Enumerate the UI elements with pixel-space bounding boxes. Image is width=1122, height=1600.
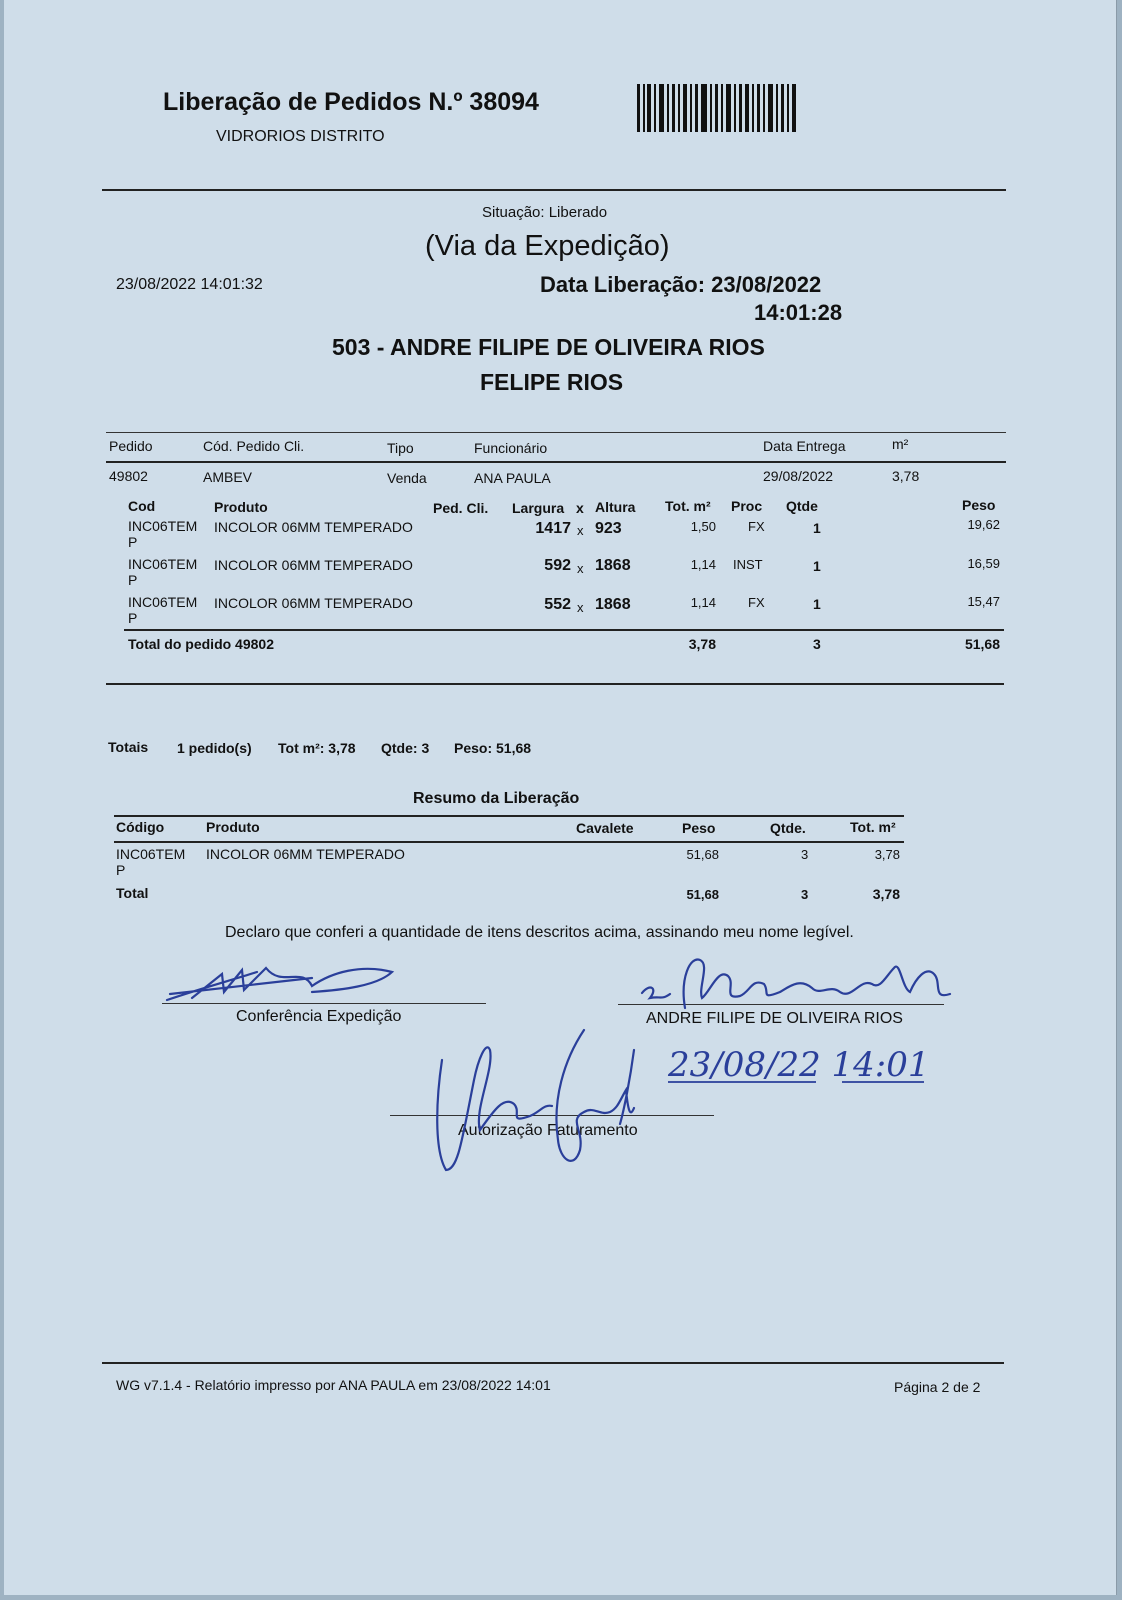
resumo-total-label: Total xyxy=(116,885,149,901)
resumo-col-qtde: Qtde. xyxy=(770,820,806,836)
item-peso: 16,59 xyxy=(967,556,1000,571)
handwritten-date-text: 23/08/22 14:01 xyxy=(668,1045,930,1085)
header-rule xyxy=(102,189,1006,191)
item-largura: 592 xyxy=(544,557,571,574)
order-total-qtde: 3 xyxy=(813,636,821,652)
data-liberacao-time: 14:01:28 xyxy=(754,300,843,325)
item-cod-cont: P xyxy=(128,610,138,626)
order-funcionario: ANA PAULA xyxy=(474,470,551,486)
item-proc: FX xyxy=(748,519,765,534)
footer-printed-by: WG v7.1.4 - Relatório impresso por ANA PAULA em 23/08/2022 14:01 xyxy=(116,1377,551,1393)
items-col-proc: Proc xyxy=(731,498,763,514)
order-header-bottom-rule xyxy=(106,461,1006,463)
item-x: x xyxy=(577,523,584,538)
item-x: x xyxy=(577,561,584,576)
order-total-rule xyxy=(124,629,1004,631)
items-col-qtde: Qtde xyxy=(786,498,818,514)
item-cod-cont: P xyxy=(128,572,138,588)
items-col-peso: Peso xyxy=(962,497,996,513)
item-cod-cont: P xyxy=(128,534,138,550)
item-proc: INST xyxy=(733,557,763,572)
item-proc: FX xyxy=(748,595,765,610)
autorizacao-label: Autorização Faturamento xyxy=(458,1122,638,1139)
situacao: Situação: Liberado xyxy=(482,204,608,221)
via-expedicao: (Via da Expedição) xyxy=(425,230,670,262)
totais-pedidos: 1 pedido(s) xyxy=(177,740,252,756)
resumo-tot-m2: 3,78 xyxy=(874,847,900,862)
order-header-top-rule xyxy=(106,432,1006,433)
order-cod-pedido-cli: AMBEV xyxy=(203,469,253,485)
resumo-peso: 51,68 xyxy=(686,847,719,862)
resumo-col-produto: Produto xyxy=(206,819,260,835)
items-col-produto: Produto xyxy=(214,499,268,515)
handwritten-date xyxy=(666,1040,936,1090)
order-data-entrega: 29/08/2022 xyxy=(763,468,834,484)
client-name: 503 - ANDRE FILIPE DE OLIVEIRA RIOS xyxy=(332,334,765,360)
document-page xyxy=(4,0,1117,1595)
item-produto: INCOLOR 06MM TEMPERADO xyxy=(214,557,413,573)
col-m2: m² xyxy=(892,436,909,452)
section-end-rule xyxy=(106,683,1004,685)
order-pedido: 49802 xyxy=(109,468,148,484)
item-tot-m2: 1,14 xyxy=(690,557,716,572)
totais-label: Totais xyxy=(108,739,149,755)
signature-autorizacao xyxy=(434,1020,654,1180)
items-col-tot-m2: Tot. m² xyxy=(665,498,711,514)
resumo-col-codigo: Código xyxy=(116,819,165,835)
signature-conferencia xyxy=(162,958,402,1008)
col-pedido: Pedido xyxy=(109,438,153,454)
col-tipo: Tipo xyxy=(387,440,414,456)
resumo-col-cavalete: Cavalete xyxy=(576,820,634,836)
resumo-codigo-cont: P xyxy=(116,862,126,878)
item-altura: 1868 xyxy=(595,596,631,613)
item-altura: 923 xyxy=(595,520,622,537)
item-peso: 15,47 xyxy=(967,594,1000,609)
item-largura: 552 xyxy=(544,596,571,613)
resumo-header-rule xyxy=(114,841,904,843)
order-m2: 3,78 xyxy=(892,468,920,484)
item-altura: 1868 xyxy=(595,557,631,574)
item-tot-m2: 1,50 xyxy=(690,519,716,534)
conferencia-label: Conferência Expedição xyxy=(236,1008,402,1025)
resumo-produto: INCOLOR 06MM TEMPERADO xyxy=(206,846,405,862)
col-cod-pedido-cli: Cód. Pedido Cli. xyxy=(203,438,305,454)
items-col-altura: Altura xyxy=(595,499,636,515)
item-produto: INCOLOR 06MM TEMPERADO xyxy=(214,519,413,535)
resumo-top-rule xyxy=(114,815,904,817)
totais-peso: Peso: 51,68 xyxy=(454,740,532,756)
order-total-m2: 3,78 xyxy=(688,636,716,652)
resumo-total-peso: 51,68 xyxy=(686,887,719,902)
items-col-cod: Cod xyxy=(128,498,156,514)
col-funcionario: Funcionário xyxy=(474,440,548,456)
footer-rule xyxy=(102,1362,1004,1364)
company-name: VIDRORIOS DISTRITO xyxy=(216,128,385,145)
items-col-ped-cli: Ped. Cli. xyxy=(433,500,489,516)
item-tot-m2: 1,14 xyxy=(690,595,716,610)
totais-qtde: Qtde: 3 xyxy=(381,740,430,756)
items-col-x: x xyxy=(576,500,584,516)
resumo-codigo: INC06TEM xyxy=(116,846,186,862)
item-cod: INC06TEM xyxy=(128,518,198,534)
col-data-entrega: Data Entrega xyxy=(763,438,846,454)
document-title: Liberação de Pedidos N.º 38094 xyxy=(163,88,539,116)
data-liberacao: Data Liberação: 23/08/2022 xyxy=(540,272,822,297)
totais-m2: Tot m²: 3,78 xyxy=(278,740,356,756)
item-qtde: 1 xyxy=(813,520,821,536)
barcode xyxy=(637,84,799,134)
item-x: x xyxy=(577,600,584,615)
item-cod: INC06TEM xyxy=(128,556,198,572)
order-tipo: Venda xyxy=(387,470,427,486)
resumo-total-tot-m2: 3,78 xyxy=(872,886,900,902)
item-cod: INC06TEM xyxy=(128,594,198,610)
resumo-total-qtde: 3 xyxy=(801,887,809,902)
declaration-text: Declaro que conferi a quantidade de itens descritos acima, assinando meu nome legível. xyxy=(225,924,854,941)
item-produto: INCOLOR 06MM TEMPERADO xyxy=(214,595,413,611)
resumo-col-peso: Peso xyxy=(682,820,716,836)
resumo-title: Resumo da Liberação xyxy=(413,790,580,807)
item-qtde: 1 xyxy=(813,596,821,612)
item-qtde: 1 xyxy=(813,558,821,574)
order-total-label: Total do pedido 49802 xyxy=(128,636,274,652)
printed-datetime: 23/08/2022 14:01:32 xyxy=(116,276,263,293)
signature-client xyxy=(640,948,960,1018)
client-signature-name: ANDRE FILIPE DE OLIVEIRA RIOS xyxy=(646,1010,903,1027)
item-largura: 1417 xyxy=(535,520,571,537)
resumo-col-tot-m2: Tot. m² xyxy=(850,819,896,835)
item-peso: 19,62 xyxy=(967,517,1000,532)
footer-page-number: Página 2 de 2 xyxy=(894,1379,981,1395)
order-total-peso: 51,68 xyxy=(964,636,1000,652)
items-col-largura: Largura xyxy=(512,500,565,516)
client-nickname: FELIPE RIOS xyxy=(480,369,624,395)
resumo-qtde: 3 xyxy=(801,847,809,862)
